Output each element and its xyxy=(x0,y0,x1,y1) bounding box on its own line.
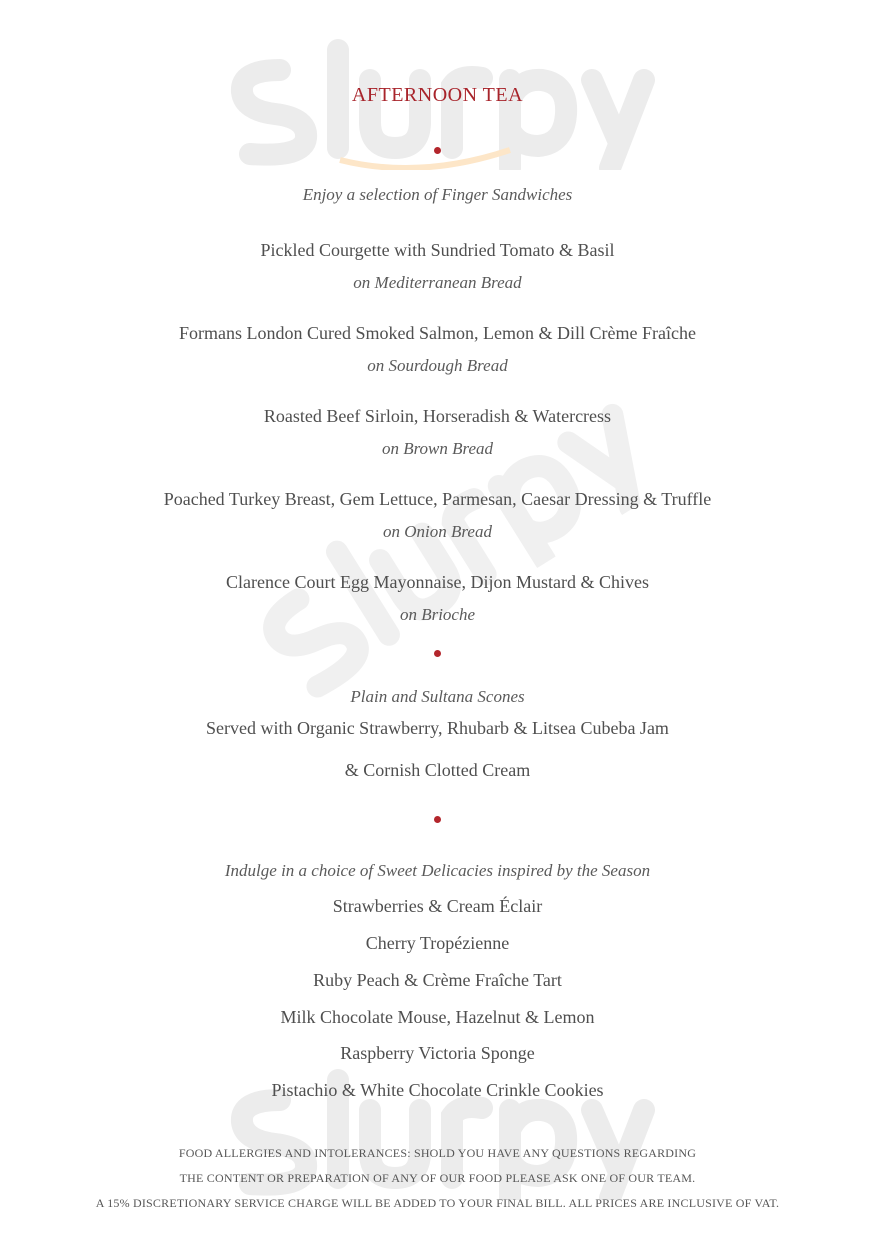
sweet-item: Raspberry Victoria Sponge xyxy=(340,1043,535,1063)
sweet-item: Ruby Peach & Crème Fraîche Tart xyxy=(313,970,562,990)
scones-line: & Cornish Clotted Cream xyxy=(344,760,531,780)
footer-allergy-note: THE CONTENT OR PREPARATION OF ANY OF OUR FOOD PLEASE ASK ONE OF OUR TEAM. xyxy=(179,1171,696,1185)
sandwich-name: Clarence Court Egg Mayonnaise, Dijon Mustard & Chives xyxy=(226,572,649,592)
sweet-item: Cherry Tropézienne xyxy=(365,933,510,953)
sandwich-bread: on Sourdough Bread xyxy=(367,356,508,375)
sweets-intro: Indulge in a choice of Sweet Delicacies inspired by the Season xyxy=(224,861,651,880)
sandwich-name: Roasted Beef Sirloin, Horseradish & Watercress xyxy=(263,406,612,426)
sandwich-bread: on Onion Bread xyxy=(383,522,492,541)
sweet-item: Milk Chocolate Mouse, Hazelnut & Lemon xyxy=(280,1007,595,1027)
page-title: AFTERNOON TEA xyxy=(351,84,524,106)
scones-intro: Plain and Sultana Scones xyxy=(350,687,525,706)
sandwich-name: Pickled Courgette with Sundried Tomato & Basil xyxy=(260,240,615,260)
scones-line: Served with Organic Strawberry, Rhubarb & Litsea Cubeba Jam xyxy=(206,718,669,738)
sandwich-bread: on Mediterranean Bread xyxy=(353,273,522,292)
footer-service-charge: A 15% DISCRETIONARY SERVICE CHARGE WILL BE ADDED TO YOUR FINAL BILL. ALL PRICES ARE INCLUSIVE OF VAT. xyxy=(95,1196,780,1210)
divider-dot-icon xyxy=(434,816,441,823)
sweet-item: Pistachio & White Chocolate Crinkle Cookies xyxy=(271,1080,604,1100)
sandwich-bread: on Brioche xyxy=(399,605,476,624)
footer-allergy-note: FOOD ALLERGIES AND INTOLERANCES: SHOLD YOU HAVE ANY QUESTIONS REGARDING xyxy=(178,1146,697,1160)
sandwich-bread: on Brown Bread xyxy=(381,439,494,458)
divider-dot-icon xyxy=(434,650,441,657)
sandwich-name: Poached Turkey Breast, Gem Lettuce, Parmesan, Caesar Dressing & Truffle xyxy=(163,489,712,509)
divider-dot-icon xyxy=(434,147,441,154)
sandwiches-intro: Enjoy a selection of Finger Sandwiches xyxy=(302,185,573,204)
sandwich-name: Formans London Cured Smoked Salmon, Lemon & Dill Crème Fraîche xyxy=(179,323,696,343)
sweet-item: Strawberries & Cream Éclair xyxy=(332,896,543,916)
